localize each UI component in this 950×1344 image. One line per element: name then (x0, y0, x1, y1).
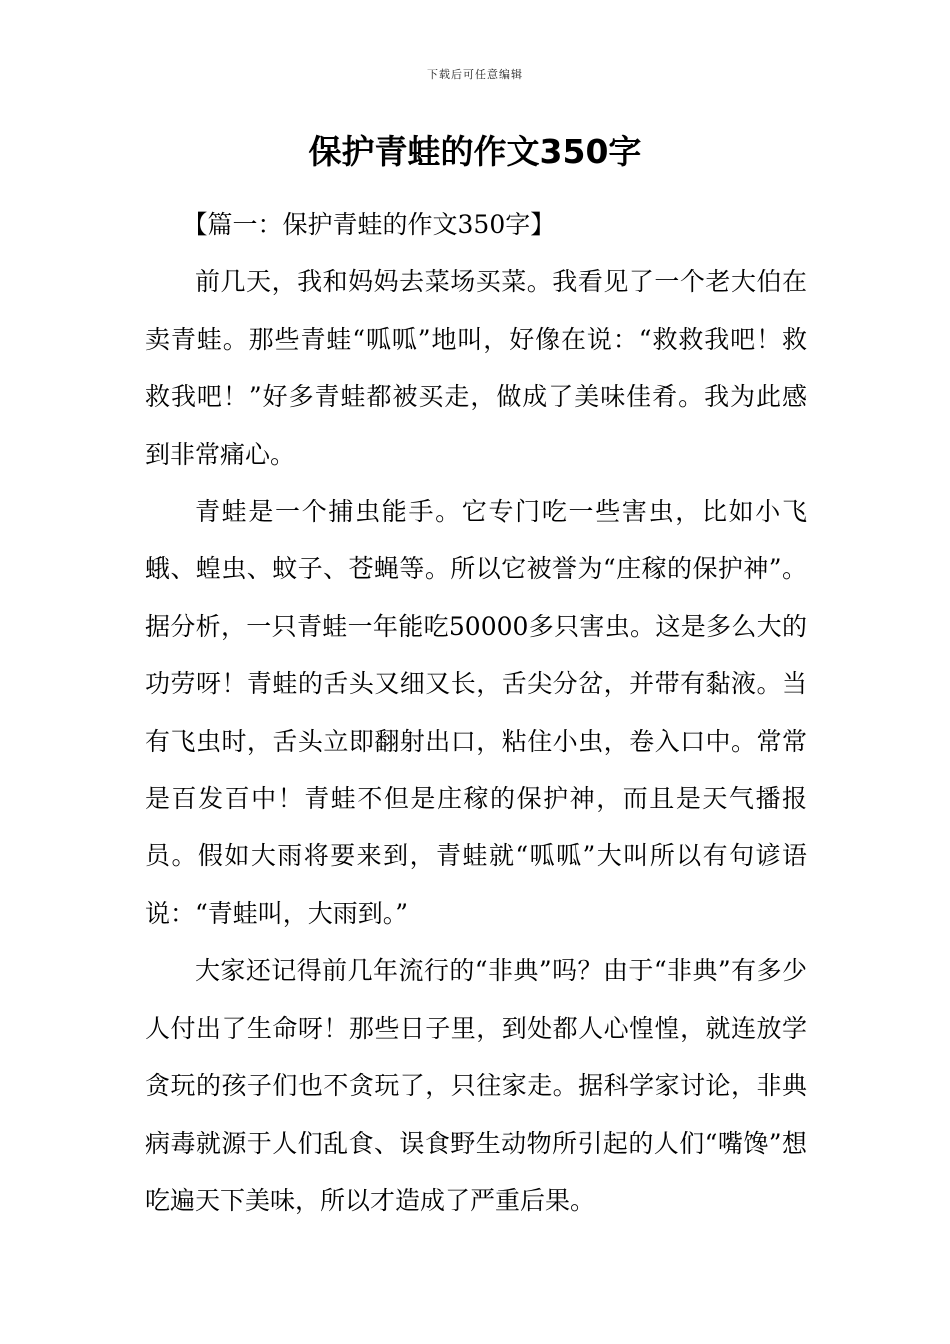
section-heading: 【篇一：保护青蛙的作文350字】 (182, 210, 556, 239)
paragraph-3: 大家还记得前几年流行的“非典”吗？由于“非典”有多少人付出了生命呀！那些日子里，到处都人心惶惶，就连放学贪玩的孩子们也不贪玩了，只往家走。据科学家讨论，非典病毒就源于人们乱食、误食野生动物所引起的人们“嘴馋”想吃遍天下美味，所以才造成了严重后果。 (145, 956, 807, 1215)
paragraph-2: 青蛙是一个捕虫能手。它专门吃一些害虫，比如小飞蛾、蝗虫、蚊子、苍蝇等。所以它被誉为“庄稼的保护神”。据分析，一只青蛙一年能吃50000多只害虫。这是多么大的功劳呀！青蛙的舌头又细又长，舌尖分岔，并带有黏液。当有飞虫时，舌头立即翻射出口，粘住小虫，卷入口中。常常是百发百中！青蛙不但是庄稼的保护神，而且是天气播报员。假如大雨将要来到，青蛙就“呱呱”大叫所以有句谚语说：“青蛙叫，大雨到。” (145, 497, 807, 928)
header-note: 下载后可任意编辑 (427, 68, 523, 81)
paragraph-1: 前几天，我和妈妈去菜场买菜。我看见了一个老大伯在卖青蛙。那些青蛙“呱呱”地叫，好像在说：“救救我吧！救救我吧！”好多青蛙都被买走，做成了美味佳肴。我为此感到非常痛心。 (145, 267, 807, 469)
page-title: 保护青蛙的作文350字 (308, 132, 642, 171)
document-body (145, 196, 807, 1229)
